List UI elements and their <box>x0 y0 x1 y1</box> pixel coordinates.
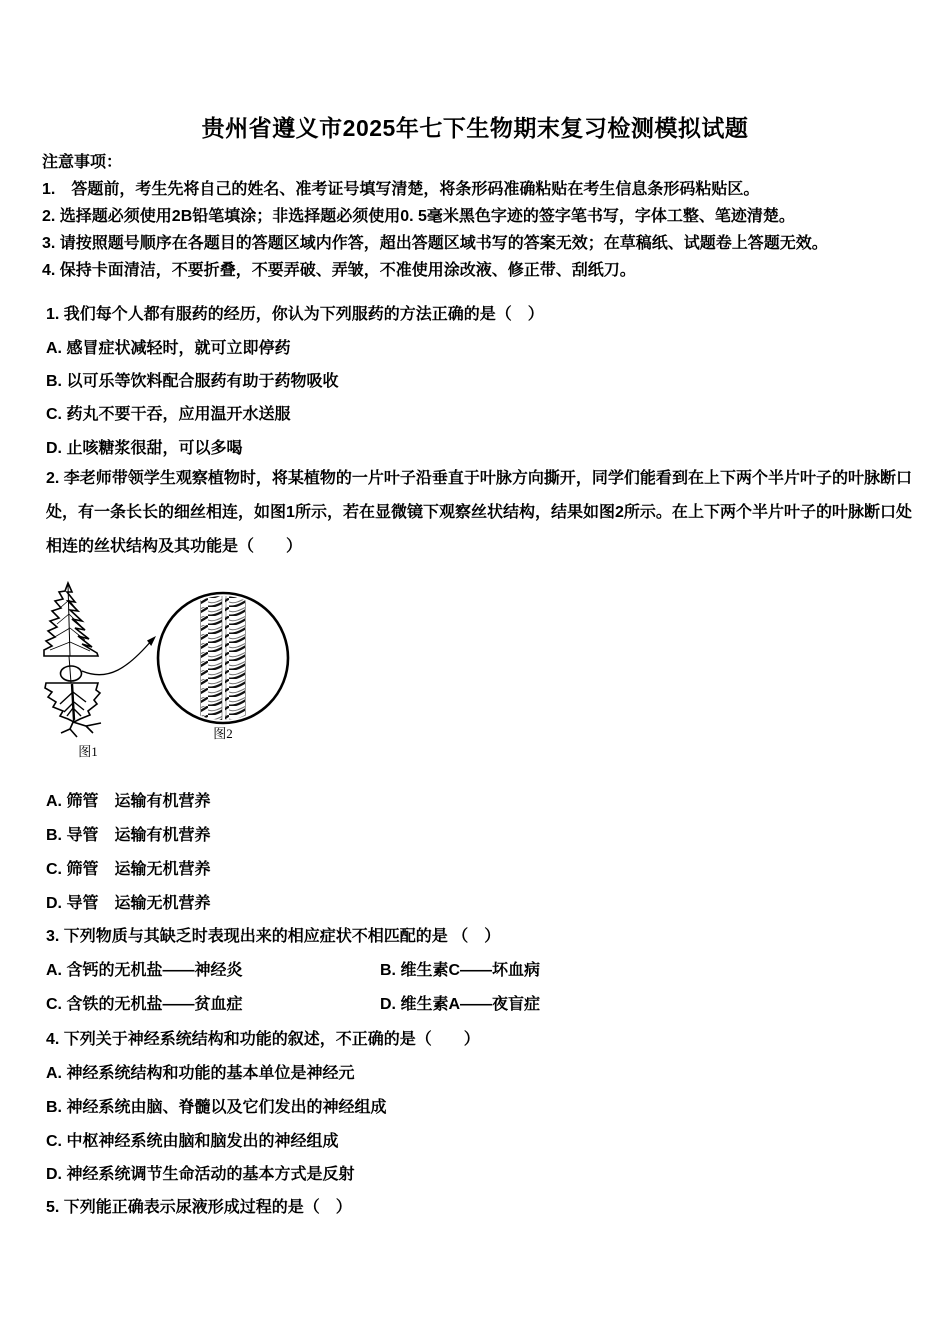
notice-heading: 注意事项： <box>42 154 123 171</box>
option-line: D. 止咳糖浆很甜，可以多喝 <box>46 440 243 457</box>
leaf-bottom-half <box>45 683 101 737</box>
question-stem: 4. 下列关于神经系统结构和功能的叙述，不正确的是（ ） <box>46 1031 480 1048</box>
notice-item: 4. 保持卡面清洁，不要折叠，不要弄破、弄皱，不准使用涂改液、修正带、刮纸刀。 <box>42 262 636 279</box>
figure1-label: 图1 <box>78 744 98 759</box>
question-stem: 1. 我们每个人都有服药的经历，你认为下列服药的方法正确的是（ ） <box>46 306 544 323</box>
option-line: C. 药丸不要干吞，应用温开水送服 <box>46 406 291 423</box>
option-line: B. 导管 运输有机营养 <box>46 827 211 844</box>
leaf-twig <box>61 720 101 737</box>
microscope-view-circle <box>158 593 288 723</box>
option-line: C. 中枢神经系统由脑和脑发出的神经组成 <box>46 1133 339 1150</box>
question-stem: 2. 李老师带领学生观察植物时，将某植物的一片叶子沿垂直于叶脉方向撕开，同学们能看到在上下两个半片叶子的叶脉断口处，有一条长长的细丝相连，如图1所示，若在显微镜下观察丝状结构，结果如图2所示。在上下两个半片叶子的叶脉断口处相连的丝状结构及其功能是（ ） <box>46 470 912 555</box>
figure2-label: 图2 <box>213 726 233 741</box>
option-line: D. 维生素A——夜盲症 <box>380 996 541 1013</box>
option-line: A. 含钙的无机盐——神经炎 <box>46 962 243 979</box>
spiral-vessel-strands <box>201 593 246 723</box>
leaf-and-microscope-illustration <box>40 580 340 772</box>
notice-item: 3. 请按照题号顺序在各题目的答题区域内作答，超出答题区域书写的答案无效；在草稿纸、试题卷上答题无效。 <box>42 235 828 252</box>
notice-item: 1. 答题前，考生先将自己的姓名、准考证号填写清楚，将条形码准确粘贴在考生信息条形码粘贴区。 <box>42 181 760 198</box>
option-line: C. 筛管 运输无机营养 <box>46 861 211 878</box>
connecting-filament <box>69 656 71 683</box>
option-line: B. 神经系统由脑、脊髓以及它们发出的神经组成 <box>46 1099 387 1116</box>
option-line: C. 含铁的无机盐——贫血症 <box>46 996 243 1013</box>
question2-figure <box>40 580 340 772</box>
question-stem: 5. 下列能正确表示尿液形成过程的是（ ） <box>46 1199 352 1216</box>
option-line: D. 导管 运输无机营养 <box>46 895 211 912</box>
option-line: B. 维生素C——坏血病 <box>380 962 541 979</box>
question-stem: 3. 下列物质与其缺乏时表现出来的相应症状不相匹配的是 （ ） <box>46 928 501 945</box>
page-title: 贵州省遵义市2025年七下生物期末复习检测模拟试题 <box>201 115 749 141</box>
option-line: A. 神经系统结构和功能的基本单位是神经元 <box>46 1065 355 1082</box>
notice-item: 2. 选择题必须使用2B铅笔填涂；非选择题必须使用0. 5毫米黑色字迹的签字笔书写，字体工整、笔迹清楚。 <box>42 208 795 225</box>
option-line: A. 感冒症状减轻时，就可立即停药 <box>46 340 291 357</box>
option-line: A. 筛管 运输有机营养 <box>46 793 211 810</box>
option-line: D. 神经系统调节生命活动的基本方式是反射 <box>46 1166 355 1183</box>
leaf-top-half <box>44 583 98 656</box>
option-line: B. 以可乐等饮料配合服药有助于药物吸收 <box>46 373 339 390</box>
